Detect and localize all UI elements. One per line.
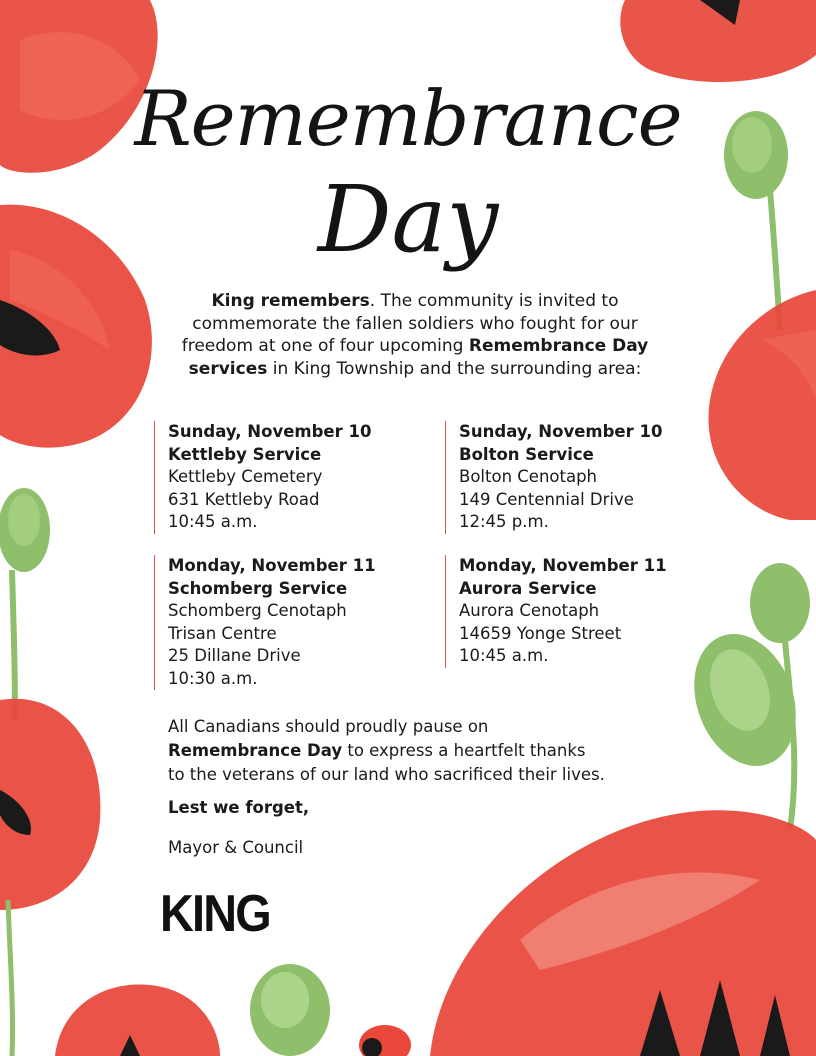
service-date: Monday, November 11: [168, 556, 376, 575]
service-name: Kettleby Service: [168, 444, 322, 464]
signature: Mayor & Council: [168, 838, 304, 857]
service-address: 149 Centennial Drive: [459, 489, 634, 509]
closing-line-2: to express a heartfelt thanks: [342, 741, 586, 760]
service-address: 14659 Yonge Street: [459, 623, 622, 643]
intro-paragraph: [160, 290, 670, 380]
closing-paragraph: [168, 715, 688, 787]
pod-bottom-center: [250, 964, 330, 1056]
service-name: Schomberg Service: [168, 578, 348, 598]
poppy-bottom-right: [430, 810, 816, 1056]
intro-emphasis: Remembrance Day services: [188, 336, 649, 379]
service-time: 10:30 a.m.: [168, 668, 258, 688]
service-name: Aurora Service: [459, 578, 597, 598]
service-location: Bolton Cenotaph: [459, 467, 598, 486]
title-line-1: Remembrance: [134, 74, 682, 163]
intro-lead: King remembers: [211, 291, 370, 311]
service-time: 10:45 a.m.: [459, 646, 549, 665]
service-location: Aurora Cenotaph: [459, 601, 600, 620]
service-date: Sunday, November 10: [168, 422, 372, 441]
closing-line-1: All Canadians should proudly pause on: [168, 717, 489, 736]
intro-tail: in King Township and the surrounding area:: [267, 358, 642, 379]
king-logo: KING: [160, 885, 270, 943]
service-time: 12:45 p.m.: [459, 512, 549, 531]
pod-left: [0, 488, 50, 720]
service-address: 25 Dillane Drive: [168, 646, 301, 665]
service-bolton: [445, 421, 699, 534]
service-address: 631 Kettleby Road: [168, 489, 320, 509]
poppy-bottom-left: [55, 984, 220, 1056]
title-line-2: Day: [317, 166, 499, 273]
closing-emphasis: Remembrance Day: [168, 741, 343, 760]
poppy-top-right: [620, 0, 816, 82]
service-kettleby: [154, 421, 408, 534]
service-date: Sunday, November 10: [459, 422, 663, 441]
closing-line-3: to the veterans of our land who sacrificed their lives.: [168, 765, 605, 784]
service-schomberg: [154, 555, 408, 690]
service-location: Kettleby Cemetery: [168, 467, 323, 486]
poppy-bud-bottom: [359, 1025, 411, 1056]
service-date: Monday, November 11: [459, 556, 667, 575]
service-aurora: [445, 555, 699, 668]
service-time: 10:45 a.m.: [168, 512, 258, 531]
service-venue: Trisan Centre: [168, 623, 277, 643]
poppy-right-mid: [708, 290, 816, 520]
intro-body: . The community is invited to commemorate the fallen soldiers who fought for our freedom at one of four upcoming: [181, 291, 638, 356]
service-name: Bolton Service: [459, 444, 594, 464]
service-location: Schomberg Cenotaph: [168, 601, 347, 620]
lest-we-forget: Lest we forget,: [168, 798, 310, 817]
